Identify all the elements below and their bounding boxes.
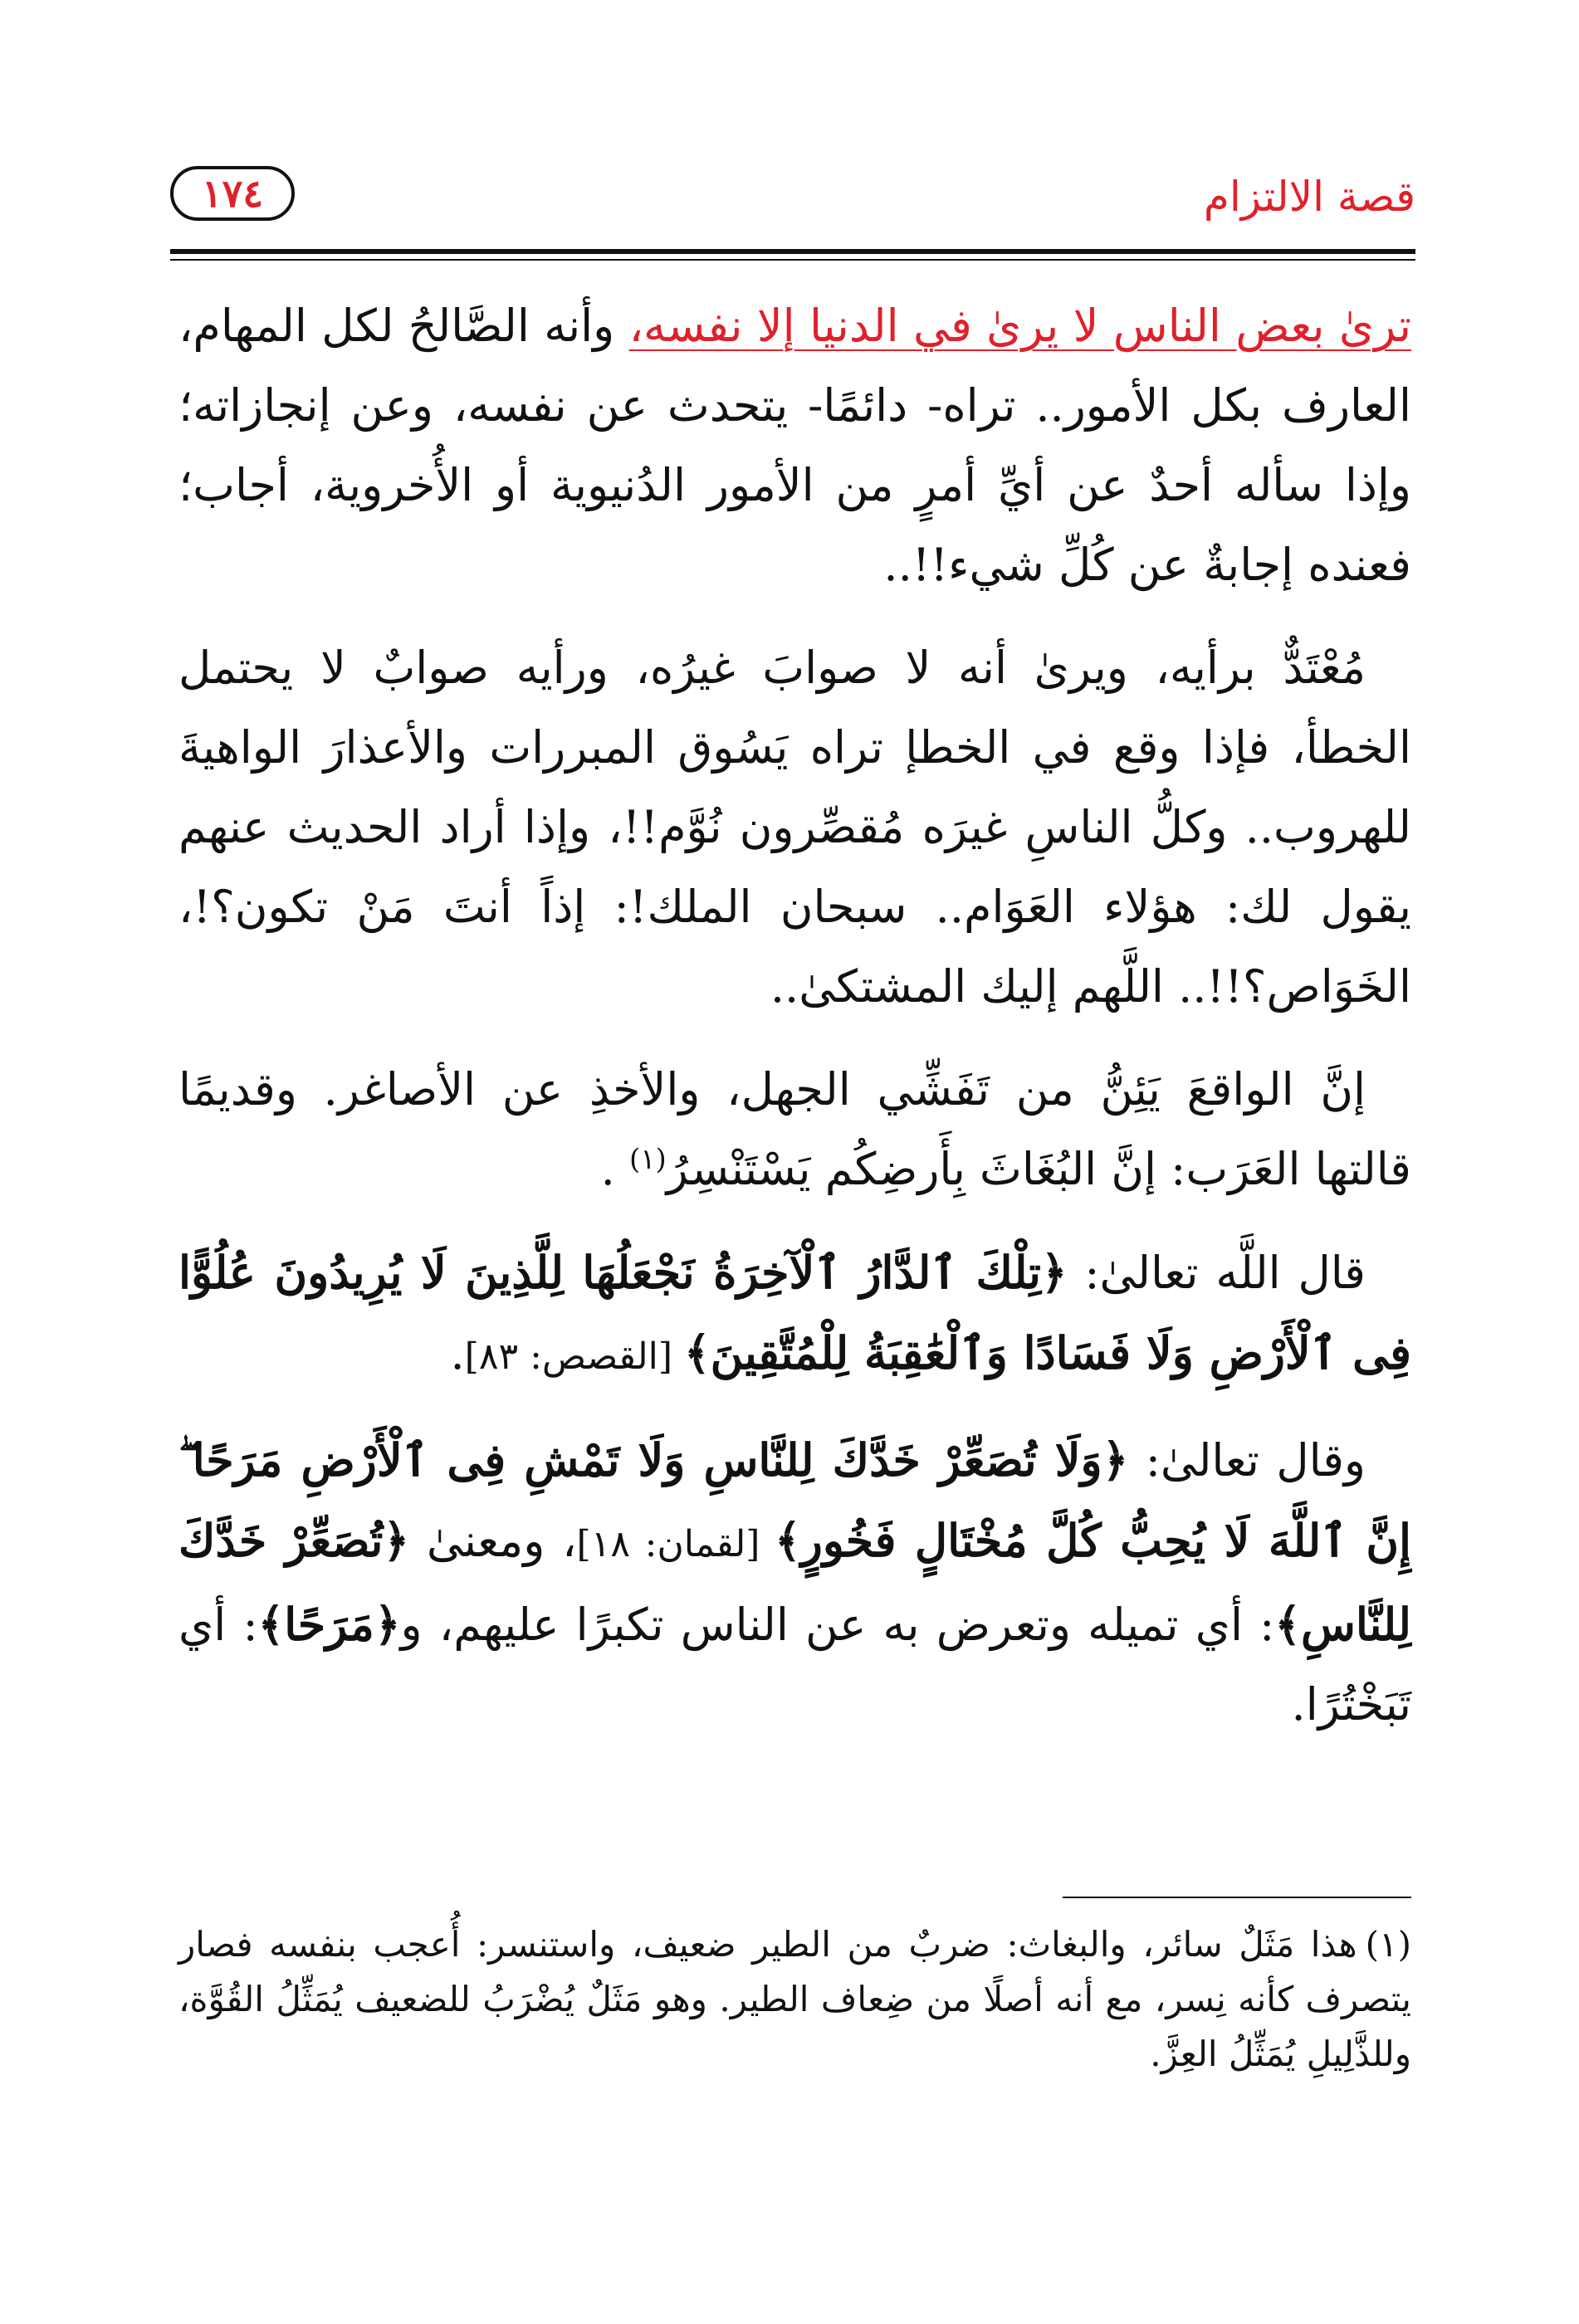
citation-luqman: [لقمان: ١٨]	[576, 1523, 775, 1565]
quran-verse-qasas: ﴿تِلْكَ ٱلدَّارُ ٱلْآخِرَةُ نَجْعَلُهَا لِلَّذِينَ لَا يُرِيدُونَ عُلُوًّا فِى ٱلْأَرْضِ وَلَا فَسَادًا وَٱلْعَٰقِبَةُ لِلْمُتَّقِينَ﴾	[178, 1246, 1411, 1379]
paragraph-3-end: .	[600, 1143, 615, 1195]
paragraph-5-mid-1: ، ومعنىٰ	[409, 1515, 577, 1567]
paragraph-2: مُعْتَدٌّ برأيه، ويرىٰ أنه لا صوابَ غيرُه، ورأيه صوابٌ لا يحتمل الخطأ، فإذا وقع في الخطإ تراه يَسُوق المبررات والأعذارَ الواهيةَ للهروب.. وكلُّ الناسِ غيرَه مُقصِّرون نُوَّم!!، وإذا أراد الحديث عنهم يقول لك: هؤلاء العَوَام.. سبحان الملك!: إذاً أنتَ مَنْ تكون؟!، الخَوَاص؟!!.. اللَّهم إليك المشتكىٰ..	[178, 642, 1411, 1013]
footnote	[178, 1917, 1411, 2082]
footnote-separator	[1063, 1897, 1411, 1898]
footnote-reference[interactable]: (١)	[629, 1143, 667, 1176]
running-title: قصة الالتزام	[1203, 173, 1415, 221]
quran-term-2: ﴿مَرَحًا﴾	[257, 1598, 401, 1651]
paragraph-4	[178, 1233, 1411, 1397]
highlighted-sentence: ترىٰ بعض الناس لا يرىٰ في الدنيا إلا نفسه،	[628, 300, 1411, 352]
footnote-number: (١)	[1365, 1924, 1411, 1965]
paragraph-3	[178, 1050, 1411, 1209]
quran-term-1: ﴿تُصَعِّرْ خَدَّكَ لِلنَّاسِ﴾	[178, 1514, 1411, 1651]
page-number: ١٧٤	[201, 171, 264, 216]
paragraph-5-end: : أي تَبَخْتُرًا.	[178, 1599, 1411, 1731]
page-number-badge	[170, 166, 295, 221]
paragraph-1-rest: وأنه الصَّالحُ لكل المهام، العارف بكل الأمور.. تراه- دائمًا- يتحدث عن نفسه، وعن إنجازاته؛ وإذا سأله أحدٌ عن أيِّ أمرٍ من الأمور الدُنيوية أو الأُخروية، أجاب؛ فعنده إجابةٌ عن كُلِّ شيء!!..	[178, 300, 1411, 591]
main-text	[178, 286, 1411, 1768]
paragraph-4-lead: قال اللَّه تعالىٰ:	[1067, 1247, 1366, 1299]
paragraph-3-text: إنَّ الواقعَ يَئِنُّ من تَفَشِّي الجهل، والأخذِ عن الأصاغر. وقديمًا قالتها العَرَب: إنَّ البُغَاثَ بِأَرضِكُم يَسْتَنْسِرُ	[178, 1063, 1411, 1195]
paragraph-1	[178, 286, 1411, 605]
header-rule-thin	[170, 259, 1415, 261]
paragraph-5-lead: وقال تعالىٰ:	[1128, 1434, 1366, 1487]
paragraph-5-mid-2: : أي تميله وتعرض به عن الناس تكبرًا عليهم، و	[400, 1599, 1275, 1651]
paragraph-4-end: .	[450, 1327, 465, 1379]
page-header	[170, 166, 1415, 232]
citation-qasas: [القصص: ٨٣]	[464, 1335, 685, 1378]
paragraph-5	[178, 1420, 1411, 1745]
header-rule-thick	[170, 249, 1415, 254]
quran-verse-luqman: ﴿وَلَا تُصَعِّرْ خَدَّكَ لِلنَّاسِ وَلَا تَمْشِ فِى ٱلْأَرْضِ مَرَحًا ۖ إِنَّ ٱللَّهَ لَا يُحِبُّ كُلَّ مُخْتَالٍ فَخُورٍ﴾	[178, 1433, 1411, 1567]
footnote-text: هذا مَثَلٌ سائر، والبغاث: ضربٌ من الطير ضعيف، واستنسر: أُعجب بنفسه فصار يتصرف كأنه نِسر، مع أنه أصلًا من ضِعاف الطير. وهو مَثَلٌ يُضْرَبُ للضعيف يُمَثِّلُ القُوَّة، وللذَّلِيلِ يُمَثِّلُ العِزَّ.	[178, 1924, 1411, 2074]
